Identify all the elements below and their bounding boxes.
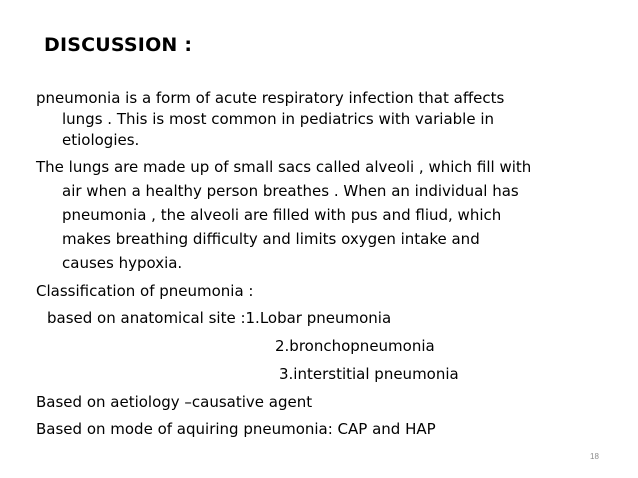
paragraph2-line4: makes breathing difficulty and limits oxygen intake and xyxy=(62,230,480,248)
classification-item2: 2.bronchopneumonia xyxy=(275,337,435,355)
slide-title: DISCUSSION : xyxy=(44,34,193,56)
paragraph2-line3: pneumonia , the alveoli are filled with pus and fliud, which xyxy=(62,206,502,224)
classification-anatomical: based on anatomical site :1.Lobar pneumonia xyxy=(47,309,392,327)
paragraph2-line2: air when a healthy person breathes . When an individual has xyxy=(62,182,519,200)
classification-aetiology: Based on aetiology –causative agent xyxy=(36,393,313,411)
paragraph2-line1: The lungs are made up of small sacs called alveoli , which fill with xyxy=(36,158,532,176)
paragraph1-line3: etiologies. xyxy=(62,131,140,149)
classification-heading: Classification of pneumonia : xyxy=(36,282,254,300)
paragraph2-line5: causes hypoxia. xyxy=(62,254,183,272)
page-number: 18 xyxy=(590,452,599,461)
classification-mode: Based on mode of aquiring pneumonia: CAP and HAP xyxy=(36,420,436,438)
classification-item3: 3.interstitial pneumonia xyxy=(279,365,459,383)
paragraph1-line2: lungs . This is most common in pediatrics with variable in xyxy=(62,110,495,128)
paragraph1-line1: pneumonia is a form of acute respiratory infection that affects xyxy=(36,89,505,107)
